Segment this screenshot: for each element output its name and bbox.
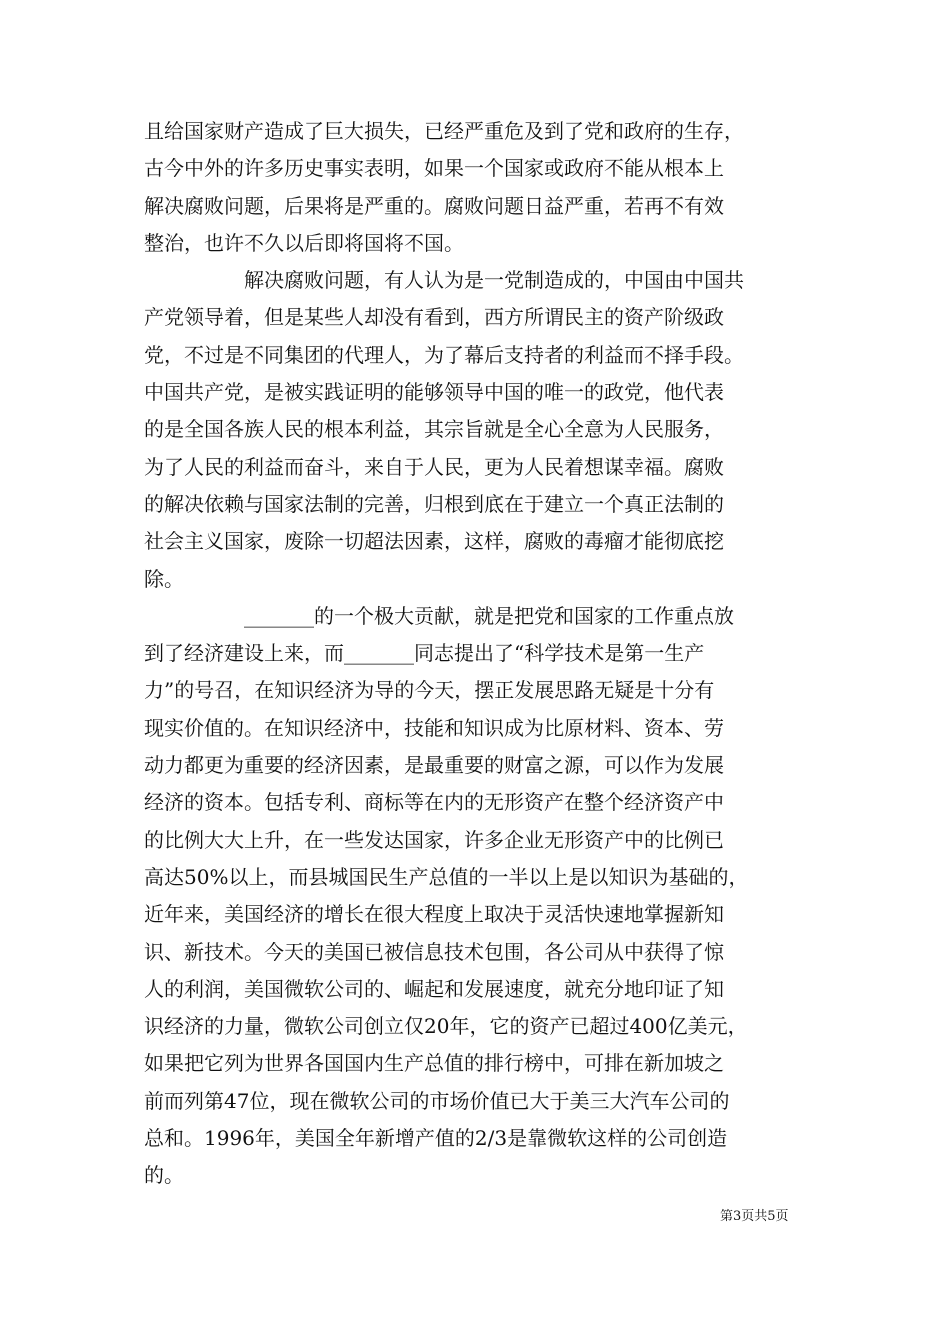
text-line: 识经济的力量，微软公司创立仅20年，它的资产已超过400亿美元， [144, 1014, 748, 1039]
text-line: 现实价值的。在知识经济中，技能和知识成为比原材料、资本、劳 [144, 715, 724, 740]
text-line: _______的一个极大贡献，就是把党和国家的工作重点放 [244, 603, 734, 628]
text-line: 整治，也许不久以后即将国将不国。 [144, 230, 464, 255]
body-text [144, 113, 810, 1195]
text-line: 动力都更为重要的经济因素，是最重要的财富之源，可以作为发展 [144, 753, 724, 778]
text-line: 为了人民的利益而奋斗，来自于人民，更为人民着想谋幸福。腐败 [144, 454, 724, 479]
text-line: 解决腐败问题，后果将是严重的。腐败问题日益严重，若再不有效 [144, 193, 724, 218]
text-line: 到了经济建设上来，而_______同志提出了“科学技术是第一生产 [144, 641, 705, 666]
text-line: 如果把它列为世界各国国内生产总值的排行榜中，可排在新加坡之 [144, 1051, 724, 1076]
text-line: 中国共产党，是被实践证明的能够领导中国的唯一的政党，他代表 [144, 380, 724, 405]
text-line: 的是全国各族人民的根本利益，其宗旨就是全心全意为人民服务， [144, 417, 724, 442]
text-line: 人的利润，美国微软公司的、崛起和发展速度，就充分地印证了知 [144, 976, 724, 1001]
text-line: 产党领导着，但是某些人却没有看到，西方所谓民主的资产阶级政 [144, 305, 724, 330]
text-line: 的。 [144, 1163, 184, 1188]
text-line: 总和。1996年，美国全年新增产值的2/3是靠微软这样的公司创造 [144, 1126, 728, 1151]
page-number: 第3页共5页 [720, 1209, 789, 1224]
text-line: 的比例大大上升，在一些发达国家，许多企业无形资产中的比例已 [144, 827, 724, 852]
text-line: 党，不过是不同集团的代理人，为了幕后支持者的利益而不择手段。 [144, 342, 744, 367]
text-line: 解决腐败问题，有人认为是一党制造成的，中国由中国共 [244, 268, 744, 293]
text-line: 除。 [144, 566, 184, 591]
text-line: 高达50%以上，而县城国民生产总值的一半以上是以知识为基础的， [144, 864, 749, 889]
text-line: 的解决依赖与国家法制的完善，归根到底在于建立一个真正法制的 [144, 491, 724, 516]
text-line: 力”的号召，在知识经济为导的今天，摆正发展思路无疑是十分有 [144, 678, 715, 703]
text-line: 前而列第47位，现在微软公司的市场价值已大于美三大汽车公司的 [144, 1088, 730, 1113]
text-line: 经济的资本。包括专利、商标等在内的无形资产在整个经济资产中 [144, 790, 724, 815]
text-line: 识、新技术。今天的美国已被信息技术包围，各公司从中获得了惊 [144, 939, 724, 964]
text-line: 且给国家财产造成了巨大损失，已经严重危及到了党和政府的生存， [144, 119, 744, 143]
text-line: 古今中外的许多历史事实表明，如果一个国家或政府不能从根本上 [144, 156, 724, 181]
text-line: 社会主义国家，废除一切超法因素，这样，腐败的毒瘤才能彻底挖 [144, 529, 724, 554]
text-line: 近年来，美国经济的增长在很大程度上取决于灵活快速地掌握新知 [144, 902, 724, 927]
